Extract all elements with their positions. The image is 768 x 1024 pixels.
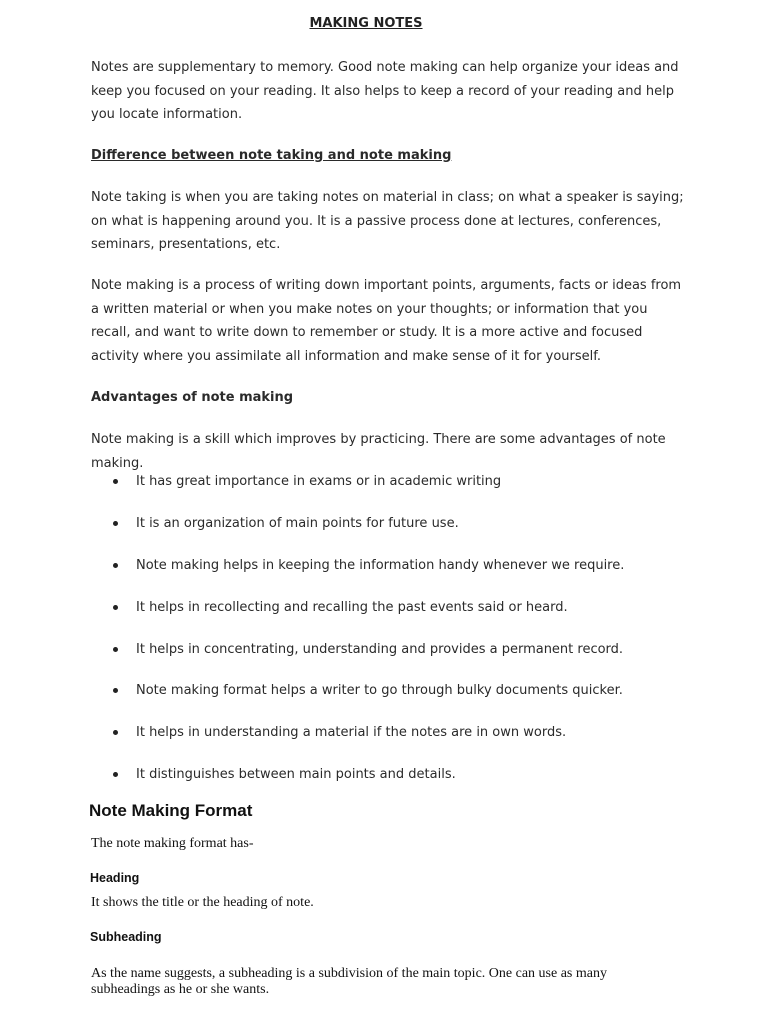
format-heading: Note Making Format [89,801,253,820]
bullet-icon [113,688,118,693]
list-item [91,763,711,805]
bullet-icon [113,479,118,484]
advantages-intro: Note making is a skill which improves by practicing. There are some advantages of note making. [91,432,666,471]
list-item-text: It has great importance in exams or in academic writing [136,474,502,489]
list-item-text: It distinguishes between main points and details. [136,767,456,783]
advantages-heading: Advantages of note making [91,390,294,405]
list-item [91,679,711,721]
list-item [91,721,711,763]
list-item [91,638,711,680]
advantages-list [91,470,711,805]
note-making-paragraph: Note making is a process of writing down important points, arguments, facts or ideas from a written material or when you make notes on your thoughts; or information that you recall, and want to write down to remember or study. It is a more active and focused activity where you assimilate all information and make sense of it for yourself. [91,278,682,364]
subheading-description: As the name suggests, a subheading is a subdivision of the main topic. One can use as many subheadings as he or she wants. [91,966,607,997]
list-item-text: It helps in understanding a material if the notes are in own words. [136,725,567,741]
bullet-icon [113,605,118,610]
list-item-text: It helps in concentrating, understanding and provides a permanent record. [136,641,624,657]
list-item [91,470,711,512]
subheading-label: Subheading [90,930,162,944]
list-item [91,554,711,596]
bullet-icon [113,563,118,568]
difference-heading: Difference between note taking and note making [91,148,452,163]
bullet-icon [113,730,118,735]
list-item-text: Note making format helps a writer to go through bulky documents quicker. [136,683,623,699]
document-title: MAKING NOTES [309,16,423,31]
bullet-icon [113,647,118,652]
note-taking-paragraph: Note taking is when you are taking notes on material in class; on what a speaker is saying; on what is happening around you. It is a passive process done at lectures, conferences, seminars, presentations, etc. [91,190,684,252]
intro-paragraph: Notes are supplementary to memory. Good note making can help organize your ideas and keep you focused on your reading. It also helps to keep a record of your reading and help you locate information. [91,60,679,122]
list-item-text: It helps in recollecting and recalling the past events said or heard. [136,599,568,615]
list-item-text: It is an organization of main points for future use. [136,515,459,531]
heading-label: Heading [90,871,140,885]
bullet-icon [113,521,118,526]
list-item [91,512,711,554]
heading-description: It shows the title or the heading of note. [91,895,314,910]
format-intro: The note making format has- [91,836,254,851]
bullet-icon [113,772,118,777]
list-item-text: Note making helps in keeping the information handy whenever we require. [136,557,625,573]
list-item [91,596,711,638]
